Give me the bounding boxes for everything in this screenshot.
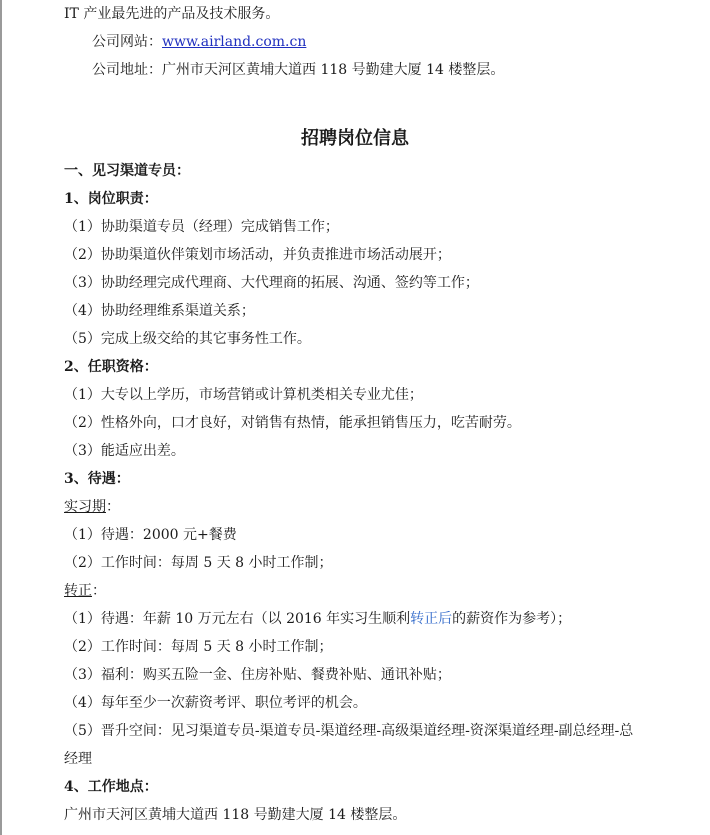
- duty-item: （1）协助渠道专员（经理）完成销售工作；: [64, 219, 339, 235]
- regular-period-label: [64, 581, 106, 601]
- website-label: 公司网站：: [92, 34, 162, 50]
- regularization-link[interactable]: 转正后: [410, 611, 453, 627]
- benefit-item: [64, 609, 571, 629]
- qualification-item: （3）能适应出差。: [64, 443, 185, 459]
- benefits-heading: 3、待遇：: [64, 471, 130, 487]
- location-text: 广州市天河区黄埔大道西 118 号勤建大厦 14 楼整层。: [64, 807, 407, 823]
- salary-text: （1）待遇：年薪 10 万元左右（以 2016 年实习生顺利: [64, 611, 411, 627]
- duty-item: （3）协助经理完成代理商、大代理商的拓展、沟通、签约等工作；: [64, 275, 479, 291]
- benefit-item: （2）工作时间：每周 5 天 8 小时工作制；: [64, 555, 333, 571]
- company-website: [92, 32, 306, 52]
- benefit-item: （5）晋升空间：见习渠道专员-渠道专员-渠道经理-高级渠道经理-资深渠道经理-副总经理-总: [64, 723, 634, 739]
- qualifications-heading: 2、任职资格：: [64, 359, 158, 375]
- benefit-item: （4）每年至少一次薪资考评、职位考评的机会。: [64, 695, 367, 711]
- intern-period-label: [64, 497, 120, 517]
- page-left-border: [0, 0, 2, 835]
- qualification-item: （1）大专以上学历，市场营销或计算机类相关专业尤佳；: [64, 387, 423, 403]
- duty-item: （5）完成上级交给的其它事务性工作。: [64, 331, 311, 347]
- regular-period-text: 转正: [64, 583, 92, 599]
- page-title: 招聘岗位信息: [301, 128, 409, 149]
- benefit-item: （2）工作时间：每周 5 天 8 小时工作制；: [64, 639, 333, 655]
- company-address: 公司地址：广州市天河区黄埔大道西 118 号勤建大厦 14 楼整层。: [92, 62, 505, 78]
- intern-period-text: 实习期: [64, 499, 106, 515]
- intern-colon: ：: [106, 499, 120, 515]
- duty-item: （2）协助渠道伙伴策划市场活动，并负责推进市场活动展开；: [64, 247, 451, 263]
- qualification-item: （2）性格外向，口才良好，对销售有热情，能承担销售压力，吃苦耐劳。: [64, 415, 521, 431]
- position-heading: 一、见习渠道专员：: [64, 163, 190, 179]
- benefit-item: （3）福利：购买五险一金、住房补贴、餐费补贴、通讯补贴；: [64, 667, 451, 683]
- duties-heading: 1、岗位职责：: [64, 191, 158, 207]
- benefit-item: （1）待遇：2000 元+餐费: [64, 527, 237, 543]
- intro-line: IT 产业最先进的产品及技术服务。: [64, 6, 280, 22]
- benefit-item-continued: 经理: [64, 751, 92, 767]
- regular-colon: ：: [92, 583, 106, 599]
- salary-note: 的薪资作为参考）；: [452, 611, 572, 627]
- duty-item: （4）协助经理维系渠道关系；: [64, 303, 255, 319]
- location-heading: 4、工作地点：: [64, 779, 158, 795]
- website-link[interactable]: www.airland.com.cn: [162, 34, 307, 50]
